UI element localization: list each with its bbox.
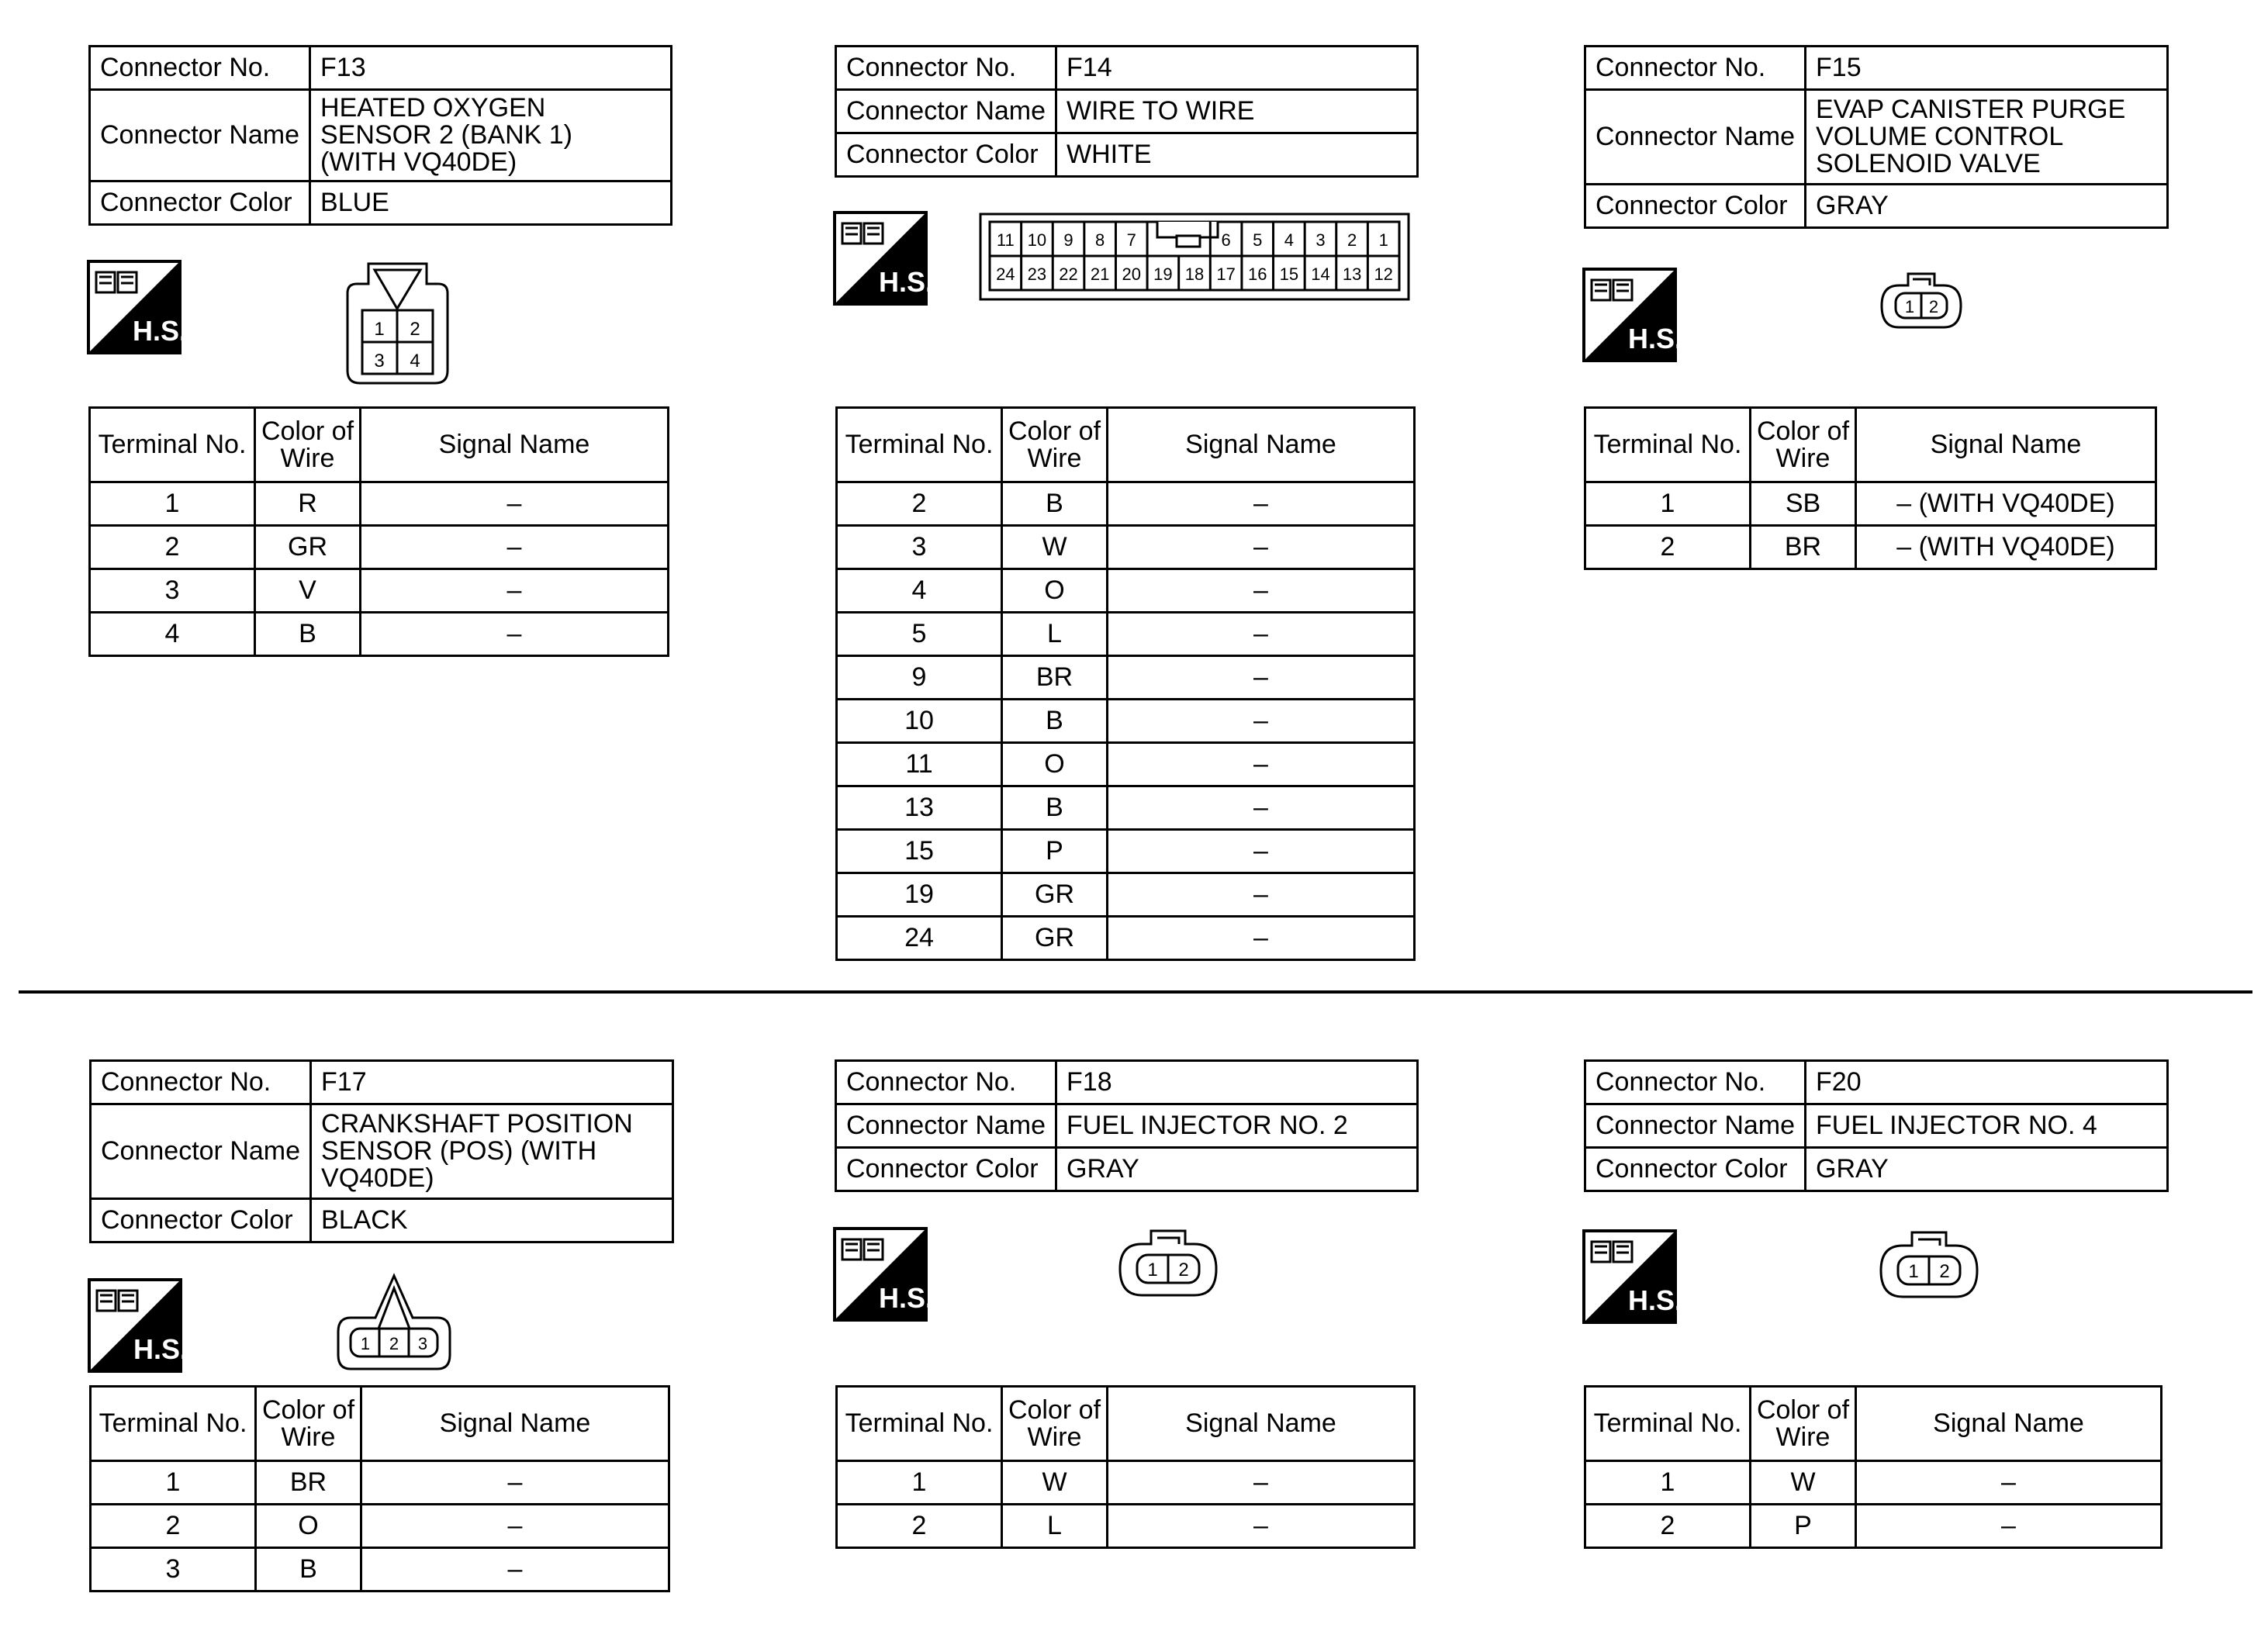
wire-color: W	[1751, 1461, 1856, 1505]
wire-color: B	[1002, 700, 1108, 743]
connector-color-value: GRAY	[1806, 1148, 2168, 1191]
connector-face-f17	[335, 1274, 453, 1372]
wire-color: O	[1002, 743, 1108, 786]
terminal-no: 2	[91, 1505, 256, 1548]
hs-harness-side-icon	[1584, 1231, 1683, 1322]
wire-color: B	[256, 1548, 361, 1592]
connector-name-value: HEATED OXYGEN SENSOR 2 (BANK 1) (WITH VQ40DE)	[310, 90, 672, 181]
connector-no-label: Connector No.	[90, 47, 310, 90]
table-row	[837, 656, 1415, 700]
connector-no-value: F17	[311, 1061, 673, 1104]
signal-name: –	[1108, 569, 1415, 613]
hs-harness-side-icon	[835, 213, 934, 304]
wire-color: B	[255, 613, 361, 656]
signal-name: –	[1108, 613, 1415, 656]
connector-header-f13	[88, 45, 672, 226]
pin-label: 2	[410, 319, 420, 340]
header-color-of-wire: Color of Wire	[1002, 408, 1108, 482]
hs-harness-side-icon	[89, 1280, 188, 1371]
connector-no-label: Connector No.	[91, 1061, 311, 1104]
pin-label: 1	[1378, 230, 1388, 250]
wire-color: BR	[1751, 526, 1856, 569]
connector-no-label: Connector No.	[1585, 1061, 1806, 1104]
terminal-no: 1	[1585, 482, 1751, 526]
terminal-no: 3	[837, 526, 1002, 569]
terminal-no: 2	[837, 1505, 1002, 1548]
pin-label: 2	[1178, 1260, 1189, 1280]
connector-name-label: Connector Name	[90, 90, 310, 181]
table-row	[90, 569, 669, 613]
wire-color: BR	[256, 1461, 361, 1505]
signal-name: – (WITH VQ40DE)	[1856, 526, 2156, 569]
connector-name-value: FUEL INJECTOR NO. 2	[1056, 1104, 1418, 1148]
signal-name: –	[1856, 1461, 2162, 1505]
connector-color-label: Connector Color	[90, 181, 310, 225]
wire-color: W	[1002, 526, 1108, 569]
pin-label: 6	[1221, 230, 1231, 250]
hs-label: H.S.	[878, 1282, 934, 1314]
table-row	[837, 526, 1415, 569]
table-row	[837, 786, 1415, 830]
pin-label: 24	[996, 264, 1015, 284]
connector-header-f14	[835, 45, 1419, 178]
terminal-no: 5	[837, 613, 1002, 656]
pin-label: 7	[1126, 230, 1136, 250]
terminal-table-f20	[1584, 1385, 2162, 1549]
signal-name: –	[1108, 786, 1415, 830]
pin-label: 1	[1908, 1261, 1919, 1282]
terminal-table-f17	[89, 1385, 670, 1592]
table-row	[837, 613, 1415, 656]
connector-no-value: F14	[1056, 47, 1418, 90]
terminal-no: 1	[837, 1461, 1002, 1505]
connector-color-value: GRAY	[1806, 185, 2168, 228]
connector-color-value: BLUE	[310, 181, 672, 225]
table-row	[1585, 1461, 2162, 1505]
signal-name: –	[1108, 830, 1415, 873]
terminal-table-f15	[1584, 406, 2157, 570]
section-divider	[19, 990, 2252, 994]
pin-label: 19	[1153, 264, 1173, 284]
pin-label: 9	[1063, 230, 1073, 250]
hs-harness-side-icon	[1584, 269, 1683, 361]
pin-label: 8	[1095, 230, 1105, 250]
pin-label: 1	[1147, 1260, 1158, 1280]
table-row	[837, 830, 1415, 873]
header-signal-name: Signal Name	[1856, 408, 2156, 482]
header-signal-name: Signal Name	[1108, 408, 1415, 482]
table-row	[837, 873, 1415, 917]
connector-name-label: Connector Name	[1585, 90, 1806, 185]
pin-label: 13	[1342, 264, 1362, 284]
wire-color: GR	[1002, 917, 1108, 960]
connector-no-label: Connector No.	[1585, 47, 1806, 90]
wire-color: L	[1002, 1505, 1108, 1548]
hs-label: H.S.	[132, 315, 188, 347]
pin-label: 22	[1059, 264, 1078, 284]
wire-color: O	[256, 1505, 361, 1548]
wire-color: B	[1002, 786, 1108, 830]
signal-name: – (WITH VQ40DE)	[1856, 482, 2156, 526]
signal-name: –	[1108, 873, 1415, 917]
signal-name: –	[361, 1461, 669, 1505]
connector-name-label: Connector Name	[836, 90, 1056, 133]
connector-name-label: Connector Name	[91, 1104, 311, 1199]
table-row	[837, 917, 1415, 960]
wire-color: O	[1002, 569, 1108, 613]
table-row	[90, 526, 669, 569]
pin-label: 12	[1374, 264, 1393, 284]
terminal-no: 1	[1585, 1461, 1751, 1505]
signal-name: –	[1108, 917, 1415, 960]
signal-name: –	[361, 1505, 669, 1548]
signal-name: –	[1108, 700, 1415, 743]
header-signal-name: Signal Name	[1108, 1387, 1415, 1461]
table-row	[837, 482, 1415, 526]
pin-label: 3	[417, 1334, 428, 1353]
pin-label: 23	[1027, 264, 1047, 284]
terminal-no: 10	[837, 700, 1002, 743]
connector-color-label: Connector Color	[91, 1199, 311, 1242]
connector-header-f18	[835, 1059, 1419, 1192]
header-terminal-no: Terminal No.	[837, 408, 1002, 482]
pin-label: 1	[1904, 297, 1915, 316]
pin-label: 4	[1284, 230, 1294, 250]
table-row	[837, 1505, 1415, 1548]
wire-color: V	[255, 569, 361, 613]
terminal-no: 9	[837, 656, 1002, 700]
connector-face-f14	[979, 213, 1410, 301]
table-row	[837, 569, 1415, 613]
signal-name: –	[361, 482, 669, 526]
connector-face-f20	[1878, 1230, 1980, 1300]
pin-label: 14	[1311, 264, 1330, 284]
pin-label: 15	[1279, 264, 1299, 284]
hs-label: H.S.	[878, 266, 934, 298]
pin-label: 2	[1939, 1261, 1950, 1282]
terminal-no: 2	[837, 482, 1002, 526]
wire-color: P	[1002, 830, 1108, 873]
wire-color: GR	[255, 526, 361, 569]
table-row	[837, 1461, 1415, 1505]
terminal-no: 15	[837, 830, 1002, 873]
pin-label: 10	[1027, 230, 1047, 250]
header-color-of-wire: Color of Wire	[1751, 1387, 1856, 1461]
pin-label: 17	[1216, 264, 1236, 284]
pin-label: 3	[374, 351, 385, 372]
terminal-no: 1	[91, 1461, 256, 1505]
connector-color-label: Connector Color	[1585, 185, 1806, 228]
terminal-no: 11	[837, 743, 1002, 786]
connector-no-value: F18	[1056, 1061, 1418, 1104]
pin-label: 18	[1184, 264, 1205, 284]
connector-header-f20	[1584, 1059, 2169, 1192]
table-row	[1585, 526, 2156, 569]
connector-name-label: Connector Name	[836, 1104, 1056, 1148]
pin-label: 20	[1122, 264, 1142, 284]
wire-color: B	[1002, 482, 1108, 526]
terminal-no: 3	[90, 569, 255, 613]
hs-harness-side-icon	[835, 1229, 934, 1320]
header-color-of-wire: Color of Wire	[255, 408, 361, 482]
wire-color: SB	[1751, 482, 1856, 526]
terminal-no: 2	[1585, 526, 1751, 569]
connector-face-f15	[1879, 271, 1964, 330]
terminal-table-f14	[835, 406, 1416, 961]
terminal-no: 4	[837, 569, 1002, 613]
table-row	[1585, 482, 2156, 526]
header-color-of-wire: Color of Wire	[1002, 1387, 1108, 1461]
pin-label: 5	[1253, 230, 1263, 250]
pin-label: 1	[374, 319, 385, 340]
header-terminal-no: Terminal No.	[1585, 1387, 1751, 1461]
header-terminal-no: Terminal No.	[91, 1387, 256, 1461]
terminal-no: 1	[90, 482, 255, 526]
connector-color-label: Connector Color	[836, 133, 1056, 177]
connector-name-value: FUEL INJECTOR NO. 4	[1806, 1104, 2168, 1148]
connector-no-value: F13	[310, 47, 672, 90]
connector-face-f13	[345, 262, 450, 385]
pin-label: 2	[1928, 297, 1939, 316]
pin-label: 3	[1315, 230, 1326, 250]
wire-color: L	[1002, 613, 1108, 656]
hs-label: H.S.	[1627, 1284, 1683, 1316]
connector-name-value: WIRE TO WIRE	[1056, 90, 1418, 133]
hs-label: H.S.	[133, 1333, 188, 1365]
connector-color-value: WHITE	[1056, 133, 1418, 177]
hs-harness-side-icon	[88, 261, 188, 353]
signal-name: –	[361, 569, 669, 613]
pin-label: 2	[389, 1334, 399, 1353]
header-terminal-no: Terminal No.	[90, 408, 255, 482]
pin-label: 16	[1247, 264, 1267, 284]
header-signal-name: Signal Name	[361, 408, 669, 482]
signal-name: –	[1108, 526, 1415, 569]
connector-name-label: Connector Name	[1585, 1104, 1806, 1148]
header-color-of-wire: Color of Wire	[1751, 408, 1856, 482]
pin-label: 2	[1347, 230, 1357, 250]
table-row	[91, 1548, 669, 1592]
table-row	[837, 700, 1415, 743]
table-row	[1585, 1505, 2162, 1548]
connector-header-f17	[89, 1059, 674, 1243]
terminal-table-f18	[835, 1385, 1416, 1549]
terminal-no: 19	[837, 873, 1002, 917]
signal-name: –	[361, 1548, 669, 1592]
signal-name: –	[1856, 1505, 2162, 1548]
table-row	[837, 743, 1415, 786]
connector-color-value: GRAY	[1056, 1148, 1418, 1191]
pin-label: 11	[996, 230, 1015, 250]
wire-color: W	[1002, 1461, 1108, 1505]
table-row	[90, 482, 669, 526]
connector-color-value: BLACK	[311, 1199, 673, 1242]
header-color-of-wire: Color of Wire	[256, 1387, 361, 1461]
terminal-no: 24	[837, 917, 1002, 960]
pin-label: 4	[410, 351, 420, 372]
terminal-no: 3	[91, 1548, 256, 1592]
signal-name: –	[1108, 656, 1415, 700]
header-signal-name: Signal Name	[361, 1387, 669, 1461]
signal-name: –	[1108, 1461, 1415, 1505]
connector-color-label: Connector Color	[836, 1148, 1056, 1191]
table-row	[91, 1461, 669, 1505]
header-terminal-no: Terminal No.	[1585, 408, 1751, 482]
signal-name: –	[361, 613, 669, 656]
wire-color: P	[1751, 1505, 1856, 1548]
wire-color: R	[255, 482, 361, 526]
wire-color: BR	[1002, 656, 1108, 700]
table-row	[91, 1505, 669, 1548]
connector-no-value: F20	[1806, 1061, 2168, 1104]
signal-name: –	[1108, 482, 1415, 526]
wire-color: GR	[1002, 873, 1108, 917]
connector-no-label: Connector No.	[836, 47, 1056, 90]
connector-color-label: Connector Color	[1585, 1148, 1806, 1191]
signal-name: –	[1108, 743, 1415, 786]
terminal-no: 13	[837, 786, 1002, 830]
table-row	[90, 613, 669, 656]
terminal-table-f13	[88, 406, 669, 657]
connector-no-label: Connector No.	[836, 1061, 1056, 1104]
pin-label: 21	[1090, 264, 1110, 284]
signal-name: –	[1108, 1505, 1415, 1548]
terminal-no: 4	[90, 613, 255, 656]
hs-label: H.S.	[1627, 323, 1683, 354]
connector-face-f18	[1117, 1229, 1219, 1298]
terminal-no: 2	[1585, 1505, 1751, 1548]
terminal-no: 2	[90, 526, 255, 569]
signal-name: –	[361, 526, 669, 569]
header-signal-name: Signal Name	[1856, 1387, 2162, 1461]
connector-name-value: EVAP CANISTER PURGE VOLUME CONTROL SOLENOID VALVE	[1806, 90, 2168, 185]
connector-name-value: CRANKSHAFT POSITION SENSOR (POS) (WITH VQ40DE)	[311, 1104, 673, 1199]
connector-no-value: F15	[1806, 47, 2168, 90]
header-terminal-no: Terminal No.	[837, 1387, 1002, 1461]
connector-header-f15	[1584, 45, 2169, 229]
pin-label: 1	[360, 1334, 371, 1353]
